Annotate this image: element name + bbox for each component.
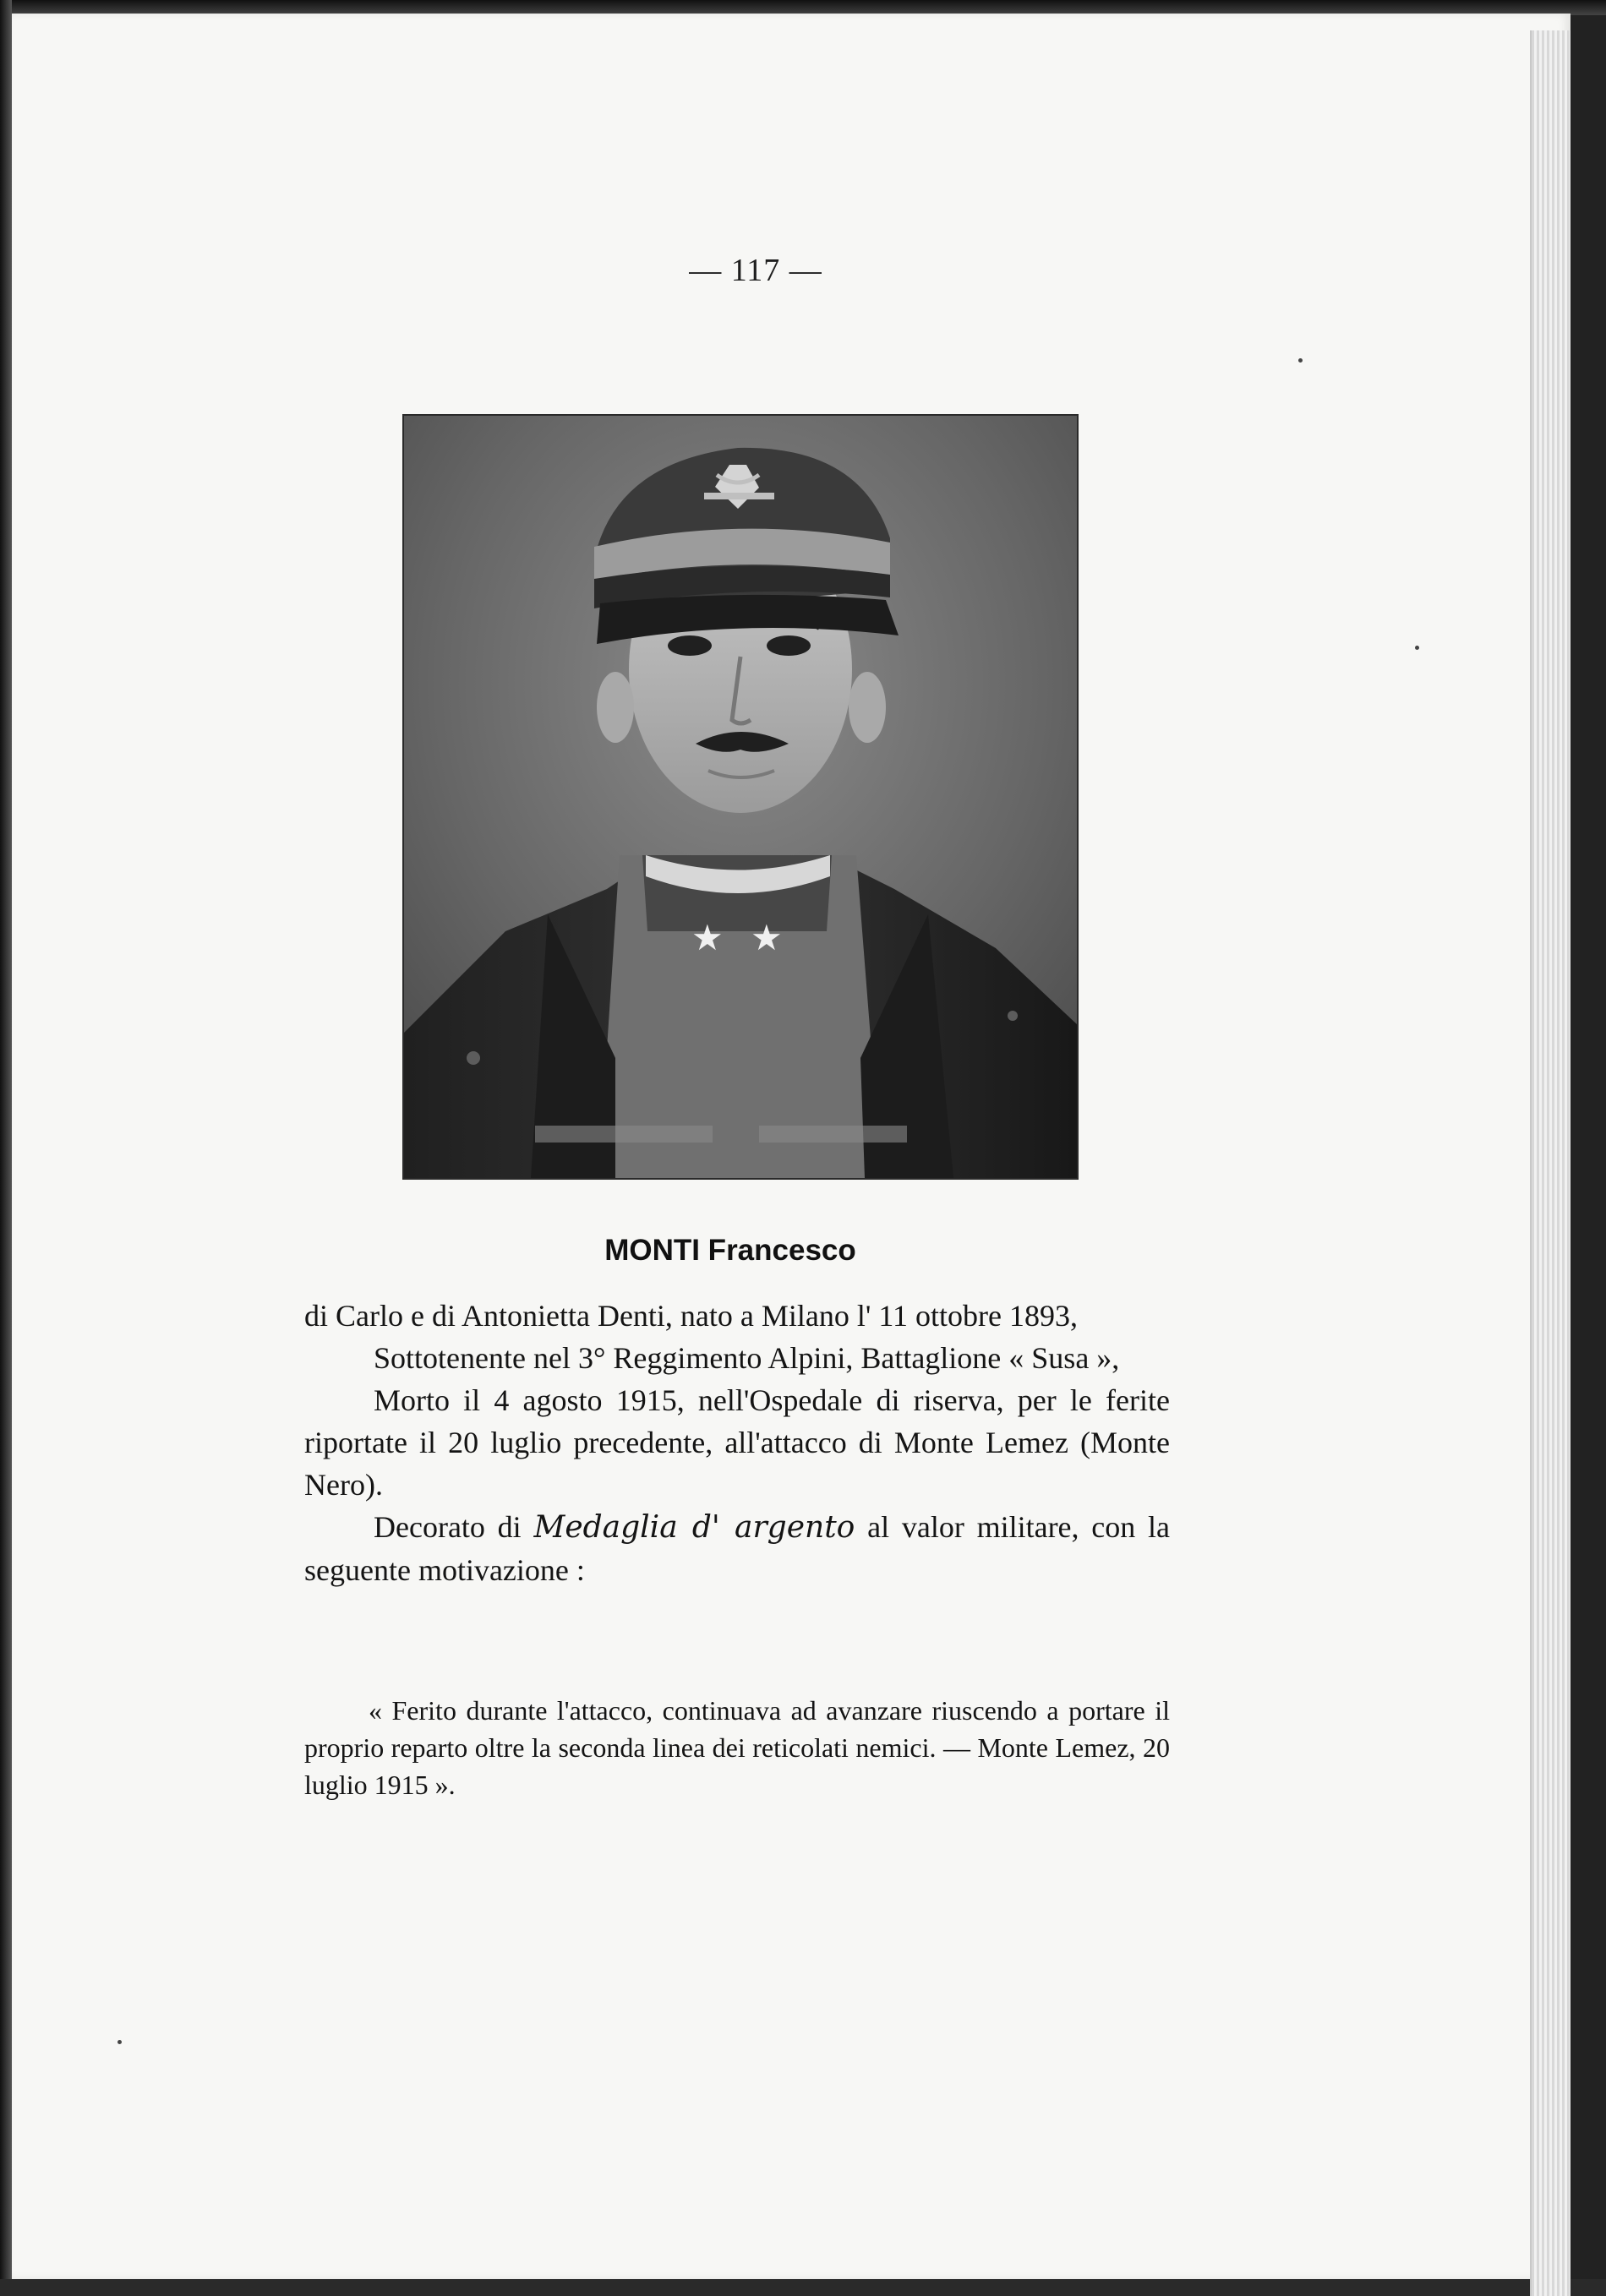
page-number: — 117 —: [689, 253, 822, 288]
scan-speck: [1298, 358, 1303, 363]
portrait-photo: [402, 414, 1079, 1180]
biography-text: [304, 1295, 1170, 1591]
birth-details: di Carlo e di Antonietta Denti, nato a Milano l' 11 ottobre 1893,: [304, 1299, 1078, 1333]
scan-speck: [1415, 646, 1419, 650]
medal-name: Medaglia d' argento: [533, 1510, 855, 1545]
decoration-prefix: Decorato di: [374, 1510, 522, 1544]
scan-speck: [117, 2040, 122, 2044]
decoration-line: [304, 1506, 1170, 1591]
person-name: MONTI Francesco: [604, 1234, 856, 1267]
book-page: [12, 14, 1570, 2279]
svg-text:★: ★: [751, 917, 783, 958]
book-spine-shadow: [0, 0, 12, 2279]
svg-text:★: ★: [691, 917, 724, 958]
death-details: Morto il 4 agosto 1915, nell'Ospedale di riserva, per le ferite riportate il 20 luglio precedente, all'attacco di Monte Lemez (Monte Nero).: [304, 1383, 1170, 1502]
portrait-illustration: [404, 416, 1077, 1178]
rank-unit: Sottotenente nel 3° Reggimento Alpini, Battaglione « Susa »,: [374, 1341, 1120, 1375]
decoration-suffix: al valor militare, con la seguente motivazione :: [304, 1510, 1171, 1587]
medal-citation: « Ferito durante l'attacco, continuava ad avanzare riuscendo a portare il proprio reparto oltre la seconda linea dei reticolati nemici. — Monte Lemez, 20 luglio 1915 ».: [304, 1695, 1170, 1800]
page-stack-edges: [1530, 30, 1570, 2296]
